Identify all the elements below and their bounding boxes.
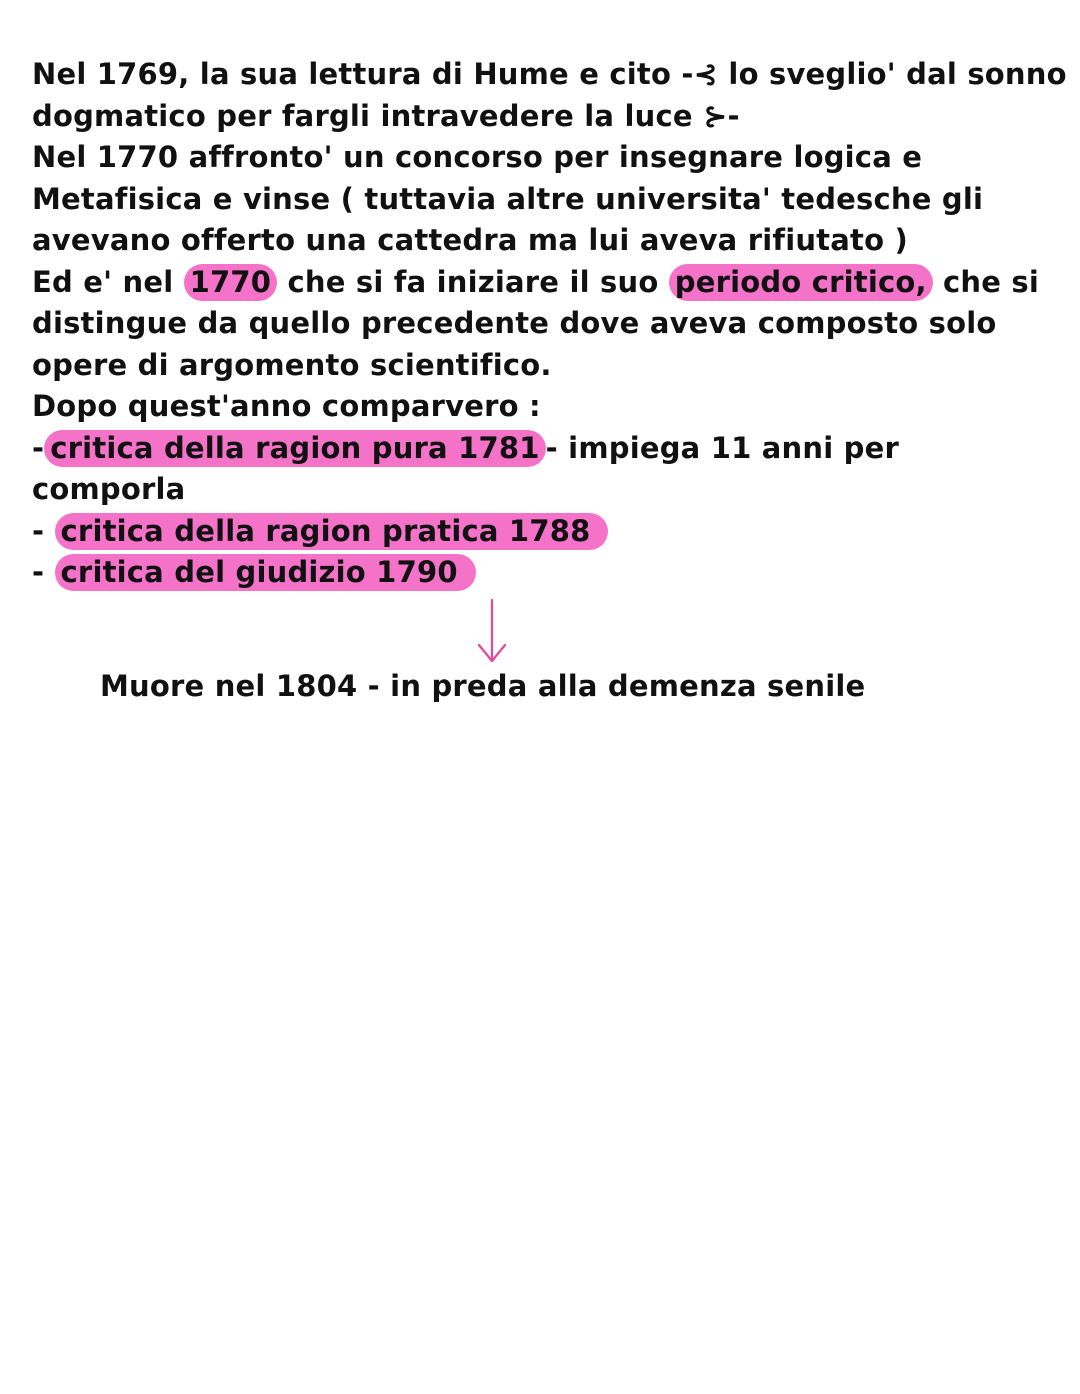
note-line: comporla — [32, 472, 186, 506]
highlight-giudizio: critica del giudizio 1790 — [55, 554, 476, 591]
note-text: che si — [932, 264, 1039, 299]
notes-body — [32, 54, 1067, 594]
highlight-ragion-pratica: critica della ragion pratica 1788 — [55, 513, 609, 550]
note-text: che si fa iniziare il suo — [277, 264, 669, 299]
note-text: - impiega 11 anni per — [545, 430, 900, 465]
note-line: Dopo quest'anno comparvero : — [32, 389, 541, 423]
note-line: avevano offerto una cattedra ma lui aveva rifiutato ) — [32, 223, 908, 257]
note-line: dogmatico per fargli intravedere la luce ⊱- — [32, 98, 740, 133]
note-line: Metafisica e vinse ( tuttavia altre universita' tedesche gli — [32, 181, 984, 216]
note-line: Nel 1769, la sua lettura di Hume e cito -⊰ lo sveglio' dal sonno — [32, 57, 1067, 91]
highlight-periodo-critico: periodo critico, — [669, 264, 933, 301]
death-note: Muore nel 1804 - in preda alla demenza senile — [100, 669, 866, 703]
list-dash: - — [32, 555, 55, 589]
down-arrow-icon — [474, 598, 510, 666]
note-line: distingue da quello precedente dove aveva composto solo — [32, 306, 997, 340]
note-line-critical-period — [32, 262, 1052, 304]
highlight-ragion-pura: critica della ragion pura 1781 — [44, 430, 545, 467]
list-dash: - — [32, 513, 55, 548]
list-dash: - — [32, 430, 45, 465]
list-item-ragion-pratica — [32, 511, 1052, 553]
list-item-giudizio — [32, 552, 1052, 594]
note-line: Nel 1770 affronto' un concorso per insegnare logica e — [32, 140, 923, 174]
note-line: opere di argomento scientifico. — [32, 347, 552, 382]
list-item-ragion-pura — [32, 428, 1052, 470]
highlight-year-1770: 1770 — [184, 264, 278, 301]
note-text: Ed e' nel — [32, 264, 184, 299]
